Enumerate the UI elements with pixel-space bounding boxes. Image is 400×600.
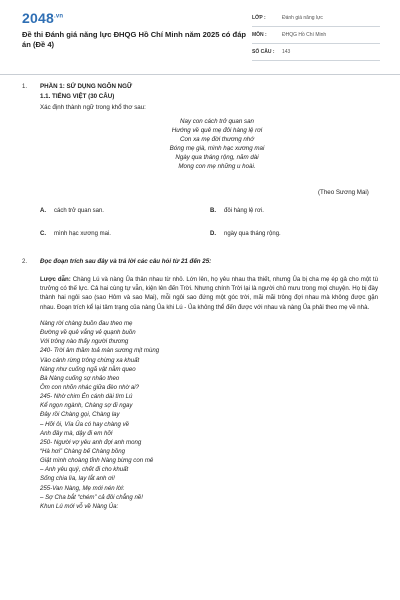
poem	[132, 117, 302, 171]
meta-value: ĐHQG Hồ Chí Minh	[282, 32, 327, 38]
verse-line: – Sợ Cha bắt “chém” cả đôi chẳng nề!	[40, 493, 143, 501]
poem-line: Bóng mẹ già, mình hạc xương mai	[169, 145, 265, 152]
section-heading: 1.1. TIẾNG VIỆT (30 CÂU)	[40, 93, 115, 100]
exam-title: Đề thi Đánh giá năng lực ĐHQG Hồ Chí Minh năm 2025 có đáp án (Đề 4)	[22, 30, 247, 49]
logo-text: 2048	[22, 10, 54, 26]
meta-row-class	[252, 10, 380, 27]
poem-line: Hướng về quê mẹ đôi hàng lệ rơi	[171, 127, 263, 134]
verse-line: Khun Lú mới vỗ về Nàng Ủa:	[40, 502, 119, 510]
option-text: ngày qua tháng rộng.	[224, 231, 281, 237]
option-text: cách trở quan san.	[54, 208, 104, 214]
answer-option-c[interactable]	[40, 231, 111, 237]
verse-line: Đường về quê vắng vẻ quạnh buồn	[40, 329, 136, 337]
meta-value: Đánh giá năng lực	[282, 15, 323, 21]
verse-line: Nàng rời chàng buồn đau theo mẹ	[40, 320, 133, 327]
meta-label: LỚP :	[252, 15, 266, 21]
verse-excerpt	[40, 319, 159, 511]
meta-row-subject	[252, 27, 380, 44]
option-letter: C.	[40, 231, 46, 237]
answer-option-a[interactable]	[40, 208, 104, 214]
verse-line: Ôm con nhõn nhác giữa đèo nhờ ai?	[40, 383, 140, 391]
verse-line: Giật mình choàng tỉnh Nàng bừng con mê	[40, 457, 154, 465]
verse-line: 250- Người vợ yêu anh đợi anh mong	[40, 438, 142, 446]
poem-source: (Theo Sương Mai)	[318, 189, 369, 196]
document-header	[0, 0, 400, 70]
answer-option-d[interactable]	[210, 231, 281, 237]
verse-line: Vào cánh rừng trông chừng xa khuất	[40, 356, 140, 364]
question-instruction: Đọc đoạn trích sau đây và trả lời các câu hỏi từ 21 đến 25:	[40, 258, 212, 265]
option-letter: D.	[210, 231, 216, 237]
meta-row-count	[252, 44, 380, 61]
question-number: 1.	[22, 84, 28, 90]
question-prompt: Xác định thành ngữ trong khổ thơ sau:	[40, 104, 146, 111]
summary-text: Chàng Lú và nàng Ủa thân nhau từ nhỏ. Lớn lên, họ yêu nhau tha thiết, nhưng Ủa bị cha mẹ ép gả cho một tù trưởng có thế lực. Cả hai cùng tự vẫn, kiện lên đến Trời. Nhưng chính Trời lại là người chủ mưu trong mọi chuyện. Họ bị đày thành hai ngôi sao (sao Hôm và sao Mai), mỗi ngôi sao đứng một góc trời, mãi mãi trông đợi nhau mà không được gặn nhau. Đoạn trích kể lại tâm trạng của nàng Ủa khi Lú - Ủa không thể đến được với nhau và nàng Ủa phải theo mẹ về nhà.	[40, 276, 378, 311]
verse-line: Bà Nàng cuống sợ nhảo theo	[40, 374, 120, 382]
summary-paragraph	[40, 275, 378, 312]
verse-line: Với trông nào thấy người thương	[40, 338, 129, 346]
question-number: 2.	[22, 259, 28, 265]
option-text: đôi hàng lệ rơi.	[224, 208, 264, 214]
poem-line: Mong con mẹ những u hoài.	[178, 163, 256, 170]
part-heading: PHẦN 1: SỬ DỤNG NGÔN NGỮ	[40, 83, 133, 90]
meta-label: MÔN :	[252, 32, 267, 38]
exam-meta	[252, 10, 380, 61]
logo-suffix: .vn	[53, 13, 64, 20]
site-logo[interactable]	[22, 10, 63, 26]
verse-line: Nàng như cuống ngã vật nằm queo	[40, 365, 136, 373]
verse-line: “Hà hơi” Chàng bế Chàng bồng	[40, 447, 125, 455]
poem-line: Nay con cách trở quan san	[180, 118, 254, 125]
verse-line: 240- Trời âm thầm toả màn sương mịt mùng	[40, 347, 160, 355]
verse-line: – Anh yêu quý, chết đi cho khuất	[40, 466, 129, 474]
answer-option-b[interactable]	[210, 208, 264, 214]
option-letter: B.	[210, 208, 216, 214]
meta-label: SỐ CÂU :	[252, 49, 275, 55]
poem-line: Ngày qua tháng rộng, năm dài	[175, 154, 259, 161]
option-letter: A.	[40, 208, 46, 214]
verse-line: – Hỡi ôi, Vía Ủa có hay chàng về	[40, 420, 130, 428]
header-divider	[0, 74, 400, 75]
meta-value: 143	[282, 49, 291, 55]
verse-line: Sống chia lìa, lay lắt anh ơi!	[40, 475, 115, 483]
verse-line: Anh đây mà, dậy đi em hỡi	[40, 429, 113, 437]
verse-line: 255-Van Nàng, Mẹ mới nén lời:	[40, 484, 125, 492]
verse-line: Kể ngọn ngành, Chàng sợ đi ngay	[40, 402, 133, 410]
verse-line: Đây rồi Chàng gọi, Chàng lay	[40, 411, 120, 419]
verse-line: 245- Nhờ chim Én cánh dài tìm Lú	[40, 393, 133, 401]
option-text: mình hạc xương mai.	[54, 231, 111, 237]
summary-lead: Lược dẫn:	[40, 276, 71, 283]
poem-line: Con xa mẹ đời thương nhớ	[180, 136, 254, 143]
